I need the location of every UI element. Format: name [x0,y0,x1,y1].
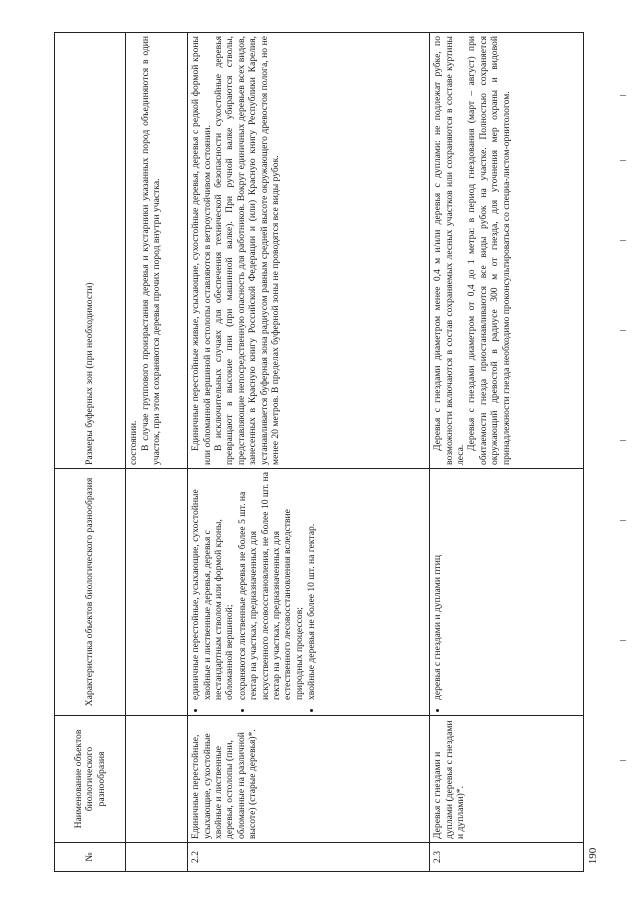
zone-text: В исключительных случаях для обеспечения технической безопасности сухостойные деревья превращают в высокие пни (при машинной валке). При ручной валке убираются стволы, представляющие непосредственную опасность для работников. Вокруг единичных деревьев всех видов, занесенных в Красную книгу Российской Федерации и (или) Красную книгу Республики Карелия, устанавливается буферная зона радиусом равным средней высоте окружающего древостоя полога, но не менее 20 метров. В пределах буферной зоны не проводятся все виды рубок. [212,36,281,465]
characteristic-item: • единичные перестойные, усыхающие, сухостойные хвойные и лиственные деревья, деревья с нестандартным стволом или формой кроны, обломанной вершиной; [190,472,236,700]
cell-empty [126,716,188,843]
table-row-continuation [126,33,188,872]
table-row [430,33,584,872]
cell-characteristics [430,469,584,716]
cell-zones [188,33,430,469]
cell-no: 2.2 [188,843,430,872]
characteristic-item: • деревья с гнездами и дуплами птиц [432,472,443,700]
cell-empty [126,843,188,872]
cell-empty [126,469,188,716]
scan-mark [620,520,626,521]
cell-zones-continuation [126,33,188,469]
cell-no: 2.3 [430,843,584,872]
header-no: № [55,843,126,872]
scan-mark [620,95,626,96]
zone-text: Единичные перестойные живые, усыхающие, сухостойные деревья, деревья с редкой формой кроны или обломанной вершиной и остолопы оставляются в ветроустойчивом состоянии. [190,36,213,465]
zone-text: Деревья с гнездами диаметром от 0,4 до 1 метра: в период гнездования (март – август) при обитаемости гнезда приостанавливаются все виды рубок на участке. Полностью сохраняется окружающий древостой в радиусе 300 м от гнезда, для уточнения мер охраны и видовой принадлежности гнезда необходимо проконсультироваться со специа-листом-орнитологом. [466,36,512,465]
table-row [188,33,430,872]
scan-mark [620,640,626,641]
cell-name: Единичные перестойные, усыхающие, сухостойные хвойные и лиственные деревья, остолопы (пни, обломанные на различной высоте) (старые деревья)*. [188,716,430,843]
characteristic-item: • хвойные деревья не более 10 шт. на гектар. [306,472,317,700]
cell-zones [430,33,584,469]
page-number: 190 [587,847,599,865]
header-zones: Размеры буферных зон (при необходимости) [55,33,126,469]
cell-name: Деревья с гнездами и дуплами (деревья с гнездами и дуплами)*. [430,716,584,843]
header-characteristics: Характеристика объектов биологического разнообразия [55,469,126,716]
zone-text: состоянии. [128,420,140,465]
rotated-table-page [54,32,584,872]
scan-mark [620,760,626,761]
cell-characteristics [188,469,430,716]
header-name: Наименование объектов биологического разнообразия [55,716,126,843]
characteristic-item: • сохраняются лиственные деревья не более 5 шт. на гектар на участках, предназначенных для искусственного лесовосстановления, не более 10 шт. на гектар на участках, предназначенных для естественного лесовосстановления вследствие природных процессов; [237,472,305,700]
scan-mark [620,440,626,441]
scan-mark [620,160,626,161]
zone-text: В случае группового произрастания деревья и кустарники указанных пород объединяются в один участок, при этом сохраняются деревья прочих пород внутри участка. [139,36,162,465]
zone-text: Деревья с гнездами диаметром менее 0,4 м и/или деревья с дуплами: не подлежат рубке, по возможности включаются в состав сохраняемых лесных участков или сохраняются в составе куртины леса. [432,36,466,465]
scan-mark [620,240,626,241]
table-header-row [55,33,126,872]
scan-mark [620,330,626,331]
biodiversity-table [54,32,584,872]
